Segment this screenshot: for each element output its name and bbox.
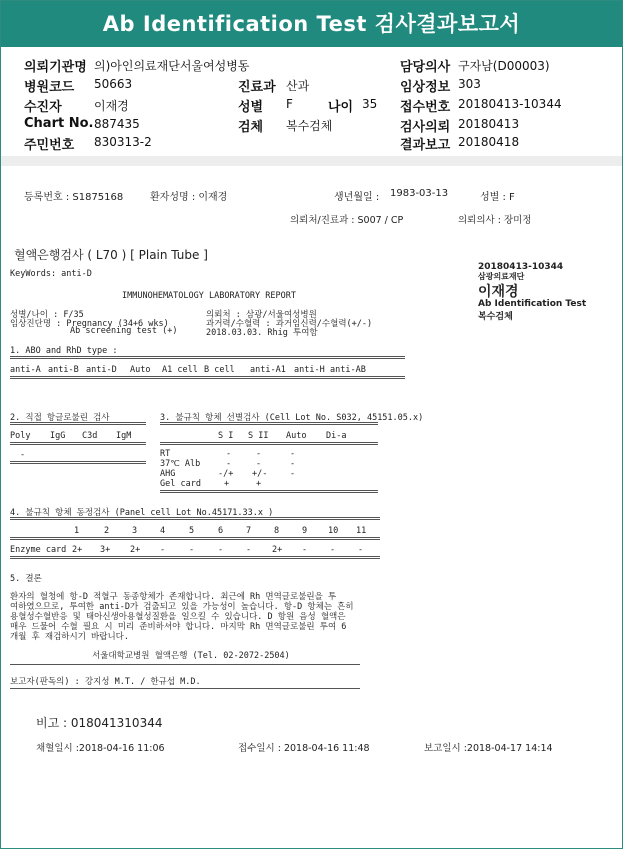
specimen-value: 복수검체 — [286, 119, 333, 133]
dob-label: 생년월일 : — [334, 192, 380, 203]
screen-row-label: AHG — [160, 469, 176, 479]
clinical-info-label: 임상정보 — [400, 80, 451, 95]
sticker-patient: 이재경 — [478, 284, 519, 300]
panel-value: - — [302, 545, 308, 555]
dob-value: 1983-03-13 — [390, 188, 449, 199]
sticker-specimen: 복수검체 — [478, 312, 513, 322]
conclusion-line: 매우 드물어 수혈 필요 시 미리 준비하셔야 합니다. 마지막 Rh 면역글로불린 투여 6 — [10, 622, 347, 632]
dat-rule-top — [10, 422, 146, 425]
requesting-org-value: 의)아인의료재단서울여성병동 — [94, 59, 250, 73]
screen-cell: - — [290, 469, 296, 479]
panel-col: 8 — [274, 526, 280, 536]
abo-header-6: B cell — [204, 365, 235, 375]
reporter: 보고자(판독의) : 강지성 M.T. / 한규섭 M.D. — [10, 677, 201, 687]
lab-report-title: IMMUNOHEMATOLOGY LABORATORY REPORT — [122, 291, 296, 301]
receipt-no-value: 20180413-10344 — [458, 97, 562, 111]
screen-row-label: RT — [160, 449, 171, 459]
panel-col: 4 — [160, 526, 166, 536]
sticker-test: Ab Identification Test — [478, 299, 587, 309]
dept-value: 산과 — [286, 79, 310, 93]
clinical-dx: 임상진단명 : Pregnancy (34+6 wks) — [10, 319, 169, 329]
specimen-label: 검체 — [238, 120, 264, 135]
panel-value: - — [246, 545, 252, 555]
dat-value-1: - — [20, 450, 26, 460]
screen-rule-mid — [160, 442, 378, 445]
sticker-receipt: 20180413-10344 — [478, 262, 564, 272]
panel-col: 7 — [246, 526, 252, 536]
screen-cell: + — [224, 479, 230, 489]
panel-col: 6 — [218, 526, 224, 536]
panel-rule-mid — [10, 537, 380, 540]
panel-value: 2+ — [130, 545, 141, 555]
panel-col: 10 — [328, 526, 339, 536]
past-history: 과거력/수혈력 : 과거임신력/수혈력(+/-) — [206, 319, 373, 329]
conclusion-line: 여하였으므로, 투여한 anti-D가 검출되고 있을 가능성이 높습니다. 항-D 항체는 흔히 — [10, 602, 354, 612]
keywords: KeyWords: anti-D — [10, 269, 92, 279]
doctor-line: 의뢰의사 : 장미정 — [458, 215, 532, 226]
requesting-org-label: 의뢰기관명 — [24, 60, 87, 75]
dat-rule-mid — [10, 442, 146, 445]
abo-rule-bottom — [10, 376, 405, 379]
screen-cell: + — [256, 479, 262, 489]
dat-header-3: C3d — [82, 431, 98, 441]
abo-header-3: anti-D — [86, 365, 117, 375]
dat-header-4: IgM — [116, 431, 132, 441]
sex-value: F — [286, 97, 293, 111]
hospital-line: 서울대학교병원 혈액은행 (Tel. 02-2072-2504) — [92, 651, 290, 661]
abo-header-2: anti-B — [48, 365, 79, 375]
panel-col: 2 — [104, 526, 110, 536]
panel-rule-top — [10, 517, 380, 520]
screen-cell: - — [256, 449, 262, 459]
abo-header-9: anti-AB — [330, 365, 366, 375]
abo-header-8: anti-H — [294, 365, 325, 375]
screen-title: 3. 불규칙 항체 선별검사 (Cell Lot No. S032, 45151.05.x) — [160, 413, 424, 423]
screen-cell: - — [226, 449, 232, 459]
rrn-value: 830313-2 — [94, 135, 152, 149]
panel-title: 4. 불규칙 항체 동정검사 (Panel cell Lot No.45171.33.x ) — [10, 508, 274, 518]
page-title: Ab Identification Test 검사결과보고서 — [1, 1, 622, 47]
conclusion-title: 5. 결론 — [10, 574, 42, 584]
screen-row-label: 37℃ Alb — [160, 459, 201, 469]
abo-rule-top — [10, 356, 405, 359]
abo-header-1: anti-A — [10, 365, 41, 375]
ab-screen: Ab screening test (+) — [70, 326, 178, 336]
panel-col: 3 — [132, 526, 138, 536]
reg-no: 등록번호 : S1875168 — [24, 192, 124, 203]
hospital-code-value: 50663 — [94, 77, 133, 91]
separator-band — [1, 156, 622, 166]
dat-header-2: IgG — [50, 431, 66, 441]
scanned-report — [0, 166, 623, 849]
receipt-no-label: 접수번호 — [400, 100, 451, 115]
rhig: 2018.03.03. Rhig 투여함 — [206, 328, 318, 338]
dat-header-1: Poly — [10, 431, 31, 441]
screen-row-label: Gel card — [160, 479, 201, 489]
doctor-label: 담당의사 — [400, 60, 451, 75]
abo-header-4: Auto — [130, 365, 151, 375]
report-time: 보고일시 :2018-04-17 14:14 — [424, 743, 553, 754]
section-title: 혈액은행검사 ( L70 ) [ Plain Tube ] — [14, 248, 208, 262]
reporter-rule-bottom — [10, 688, 360, 689]
request-date-label: 검사의뢰 — [400, 120, 451, 135]
screen-cell: -/+ — [218, 469, 234, 479]
screen-cell: +/- — [252, 469, 268, 479]
screen-cell: - — [290, 459, 296, 469]
panel-value: 2+ — [72, 545, 83, 555]
screen-header-2: S II — [248, 431, 269, 441]
screen-cell: - — [226, 459, 232, 469]
panel-value: - — [189, 545, 195, 555]
hospital-code-label: 병원코드 — [24, 80, 75, 95]
conclusion-line: 개월 후 재검하시기 바랍니다. — [10, 632, 130, 642]
age-value: 35 — [362, 97, 378, 111]
collection-time: 채혈일시 :2018-04-16 11:06 — [36, 743, 165, 754]
report-patient-name: 환자성명 : 이재경 — [150, 192, 228, 203]
panel-value: - — [218, 545, 224, 555]
dept-line: 의뢰처/진료과 : S007 / CP — [290, 215, 404, 226]
panel-row-label: Enzyme card — [10, 545, 67, 555]
rrn-label: 주민번호 — [24, 138, 75, 153]
panel-col: 1 — [74, 526, 80, 536]
dept-label: 진료과 — [238, 80, 276, 95]
patient-value: 이재경 — [94, 99, 129, 113]
sex-label: 성별 — [238, 100, 264, 115]
panel-value: - — [160, 545, 166, 555]
abo-header-7: anti-A1 — [250, 365, 286, 375]
clinical-info-value: 303 — [458, 77, 481, 91]
dat-title: 2. 직접 항글로불린 검사 — [10, 413, 110, 423]
doctor-value: 구자남(D00003) — [458, 59, 550, 73]
abo-title: 1. ABO and RhD type : — [10, 346, 118, 356]
remark: 비고 : 018041310344 — [36, 716, 163, 730]
panel-col: 5 — [189, 526, 195, 536]
age-label: 나이 — [328, 100, 354, 115]
conclusion-line: 용혈성수혈반응 및 태아신생아용혈성질환을 일으킬 수 있습니다. D 항원 음성 혈액은 — [10, 612, 346, 622]
chart-value: 887435 — [94, 117, 140, 131]
abo-header-5: A1 cell — [162, 365, 198, 375]
referrer: 의뢰처 : 삼광/서울여성병원 — [206, 310, 317, 320]
panel-value: 3+ — [100, 545, 111, 555]
report-date-label: 결과보고 — [400, 138, 451, 153]
screen-rule-top — [160, 422, 378, 425]
panel-col: 9 — [302, 526, 308, 536]
sticker-lab: 삼광의료재단 — [478, 272, 525, 281]
screen-header-3: Auto — [286, 431, 307, 441]
receipt-time: 접수일시 : 2018-04-16 11:48 — [238, 743, 370, 754]
panel-value: - — [358, 545, 364, 555]
panel-value: 2+ — [272, 545, 283, 555]
panel-col: 11 — [356, 526, 367, 536]
panel-value: - — [330, 545, 336, 555]
report-sex: 성별 : F — [480, 192, 515, 203]
screen-cell: - — [290, 449, 296, 459]
report-date-value: 20180418 — [458, 135, 520, 149]
request-date-value: 20180413 — [458, 117, 520, 131]
reporter-rule-top — [10, 664, 360, 665]
chart-label: Chart No. — [24, 116, 94, 131]
panel-rule-bottom — [10, 556, 380, 559]
screen-rule-bottom — [160, 490, 378, 493]
sex-age: 성별/나이 : F/35 — [10, 310, 84, 320]
conclusion-line: 환자의 혈청에 항-D 적혈구 동종항체가 존재합니다. 최근에 Rh 면역글로불린을 투 — [10, 592, 337, 602]
screen-header-4: Di-a — [326, 431, 347, 441]
screen-cell: - — [256, 459, 262, 469]
patient-label: 수진자 — [24, 100, 62, 115]
dat-rule-bottom — [10, 461, 146, 464]
screen-header-1: S I — [218, 431, 234, 441]
